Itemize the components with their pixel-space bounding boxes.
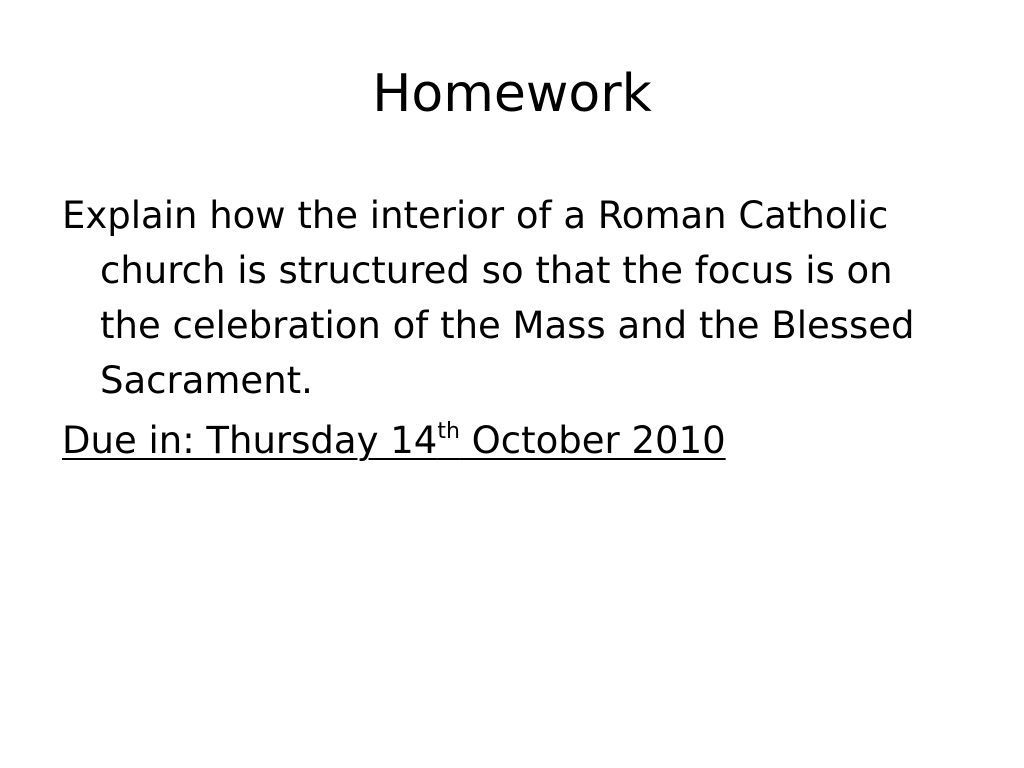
due-date-prefix: Due in: Thursday 14 bbox=[62, 419, 438, 462]
due-date-ordinal-suffix: th bbox=[437, 419, 460, 444]
slide-body bbox=[62, 188, 962, 468]
due-date-suffix: October 2010 bbox=[459, 419, 726, 462]
slide-title: Homework bbox=[372, 64, 652, 124]
homework-task-text: Explain how the interior of a Roman Catholic church is structured so that the focus is on the celebration of the Mass and the Blessed Sacrament. bbox=[62, 194, 915, 402]
due-date-line bbox=[62, 413, 962, 468]
